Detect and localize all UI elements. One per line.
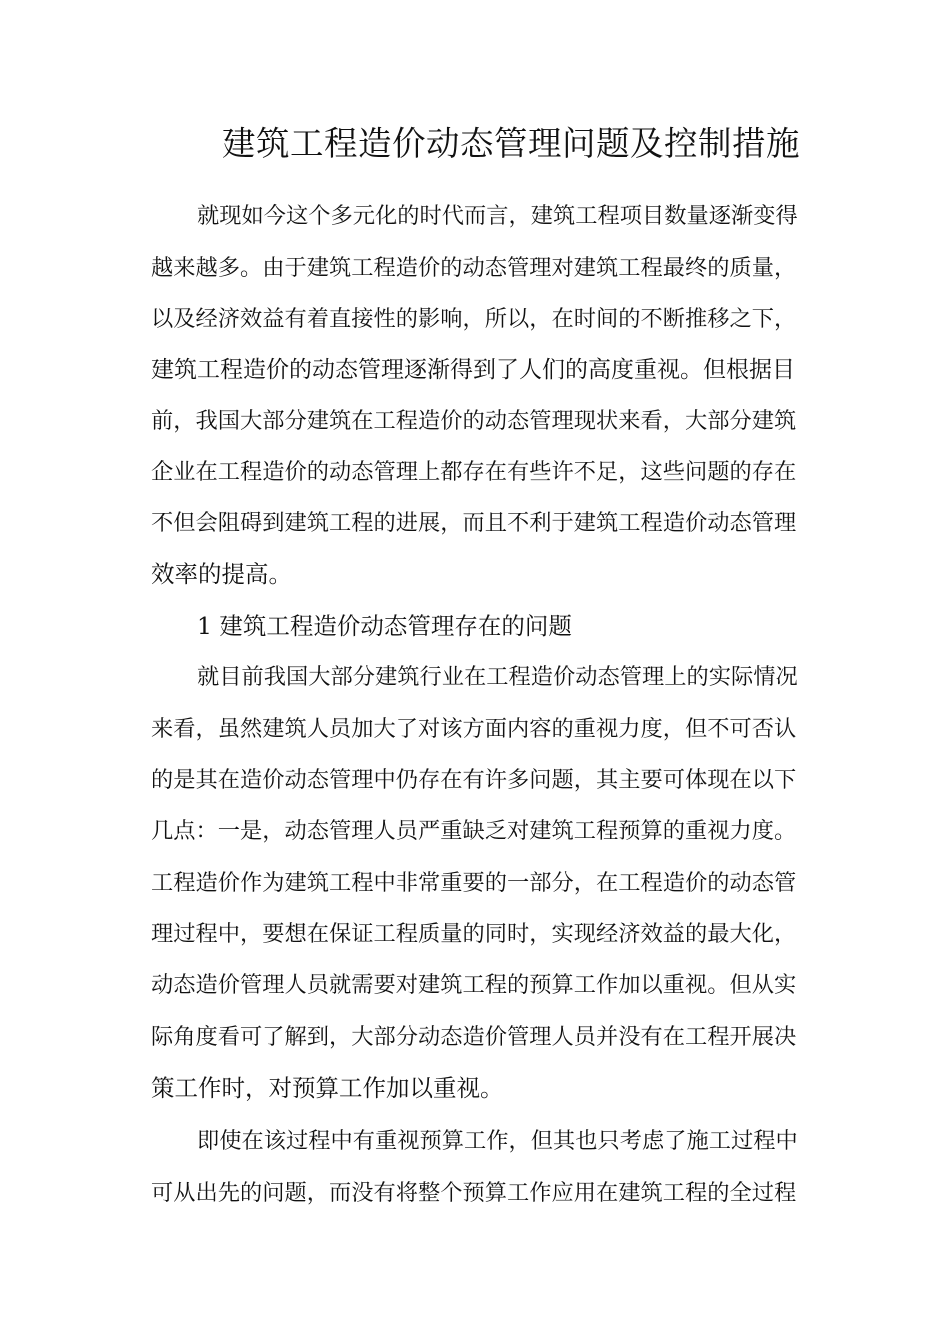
body-line: 几点：一是，动态管理人员严重缺乏对建筑工程预算的重视力度。 [151,818,797,844]
body-line: 际角度看可了解到，大部分动态造价管理人员并没有在工程开展决 [151,1024,797,1050]
body-line: 不但会阻碍到建筑工程的进展，而且不利于建筑工程造价动态管理 [151,510,797,536]
body-line: 以及经济效益有着直接性的影响，所以，在时间的不断推移之下， [151,306,797,332]
body-line: 效率的提高。 [151,560,292,588]
body-line: 就现如今这个多元化的时代而言，建筑工程项目数量逐渐变得 [197,203,798,229]
body-line: 来看，虽然建筑人员加大了对该方面内容的重视力度，但不可否认 [151,716,797,742]
body-line: 动态造价管理人员就需要对建筑工程的预算工作加以重视。但从实 [151,972,797,998]
body-line: 工程造价作为建筑工程中非常重要的一部分，在工程造价的动态管 [151,870,797,896]
body-line: 就目前我国大部分建筑行业在工程造价动态管理上的实际情况 [197,664,798,690]
body-line: 可从出先的问题，而没有将整个预算工作应用在建筑工程的全过程 [151,1180,797,1206]
body-line: 理过程中，要想在保证工程质量的同时，实现经济效益的最大化， [151,921,797,947]
body-line: 即使在该过程中有重视预算工作，但其也只考虑了施工过程中 [197,1128,798,1154]
section-heading: 1 建筑工程造价动态管理存在的问题 [197,612,572,640]
body-line: 前，我国大部分建筑在工程造价的动态管理现状来看，大部分建筑 [151,408,797,434]
body-line: 越来越多。由于建筑工程造价的动态管理对建筑工程最终的质量， [151,255,797,281]
body-line: 的是其在造价动态管理中仍存在有许多问题，其主要可体现在以下 [151,767,797,793]
body-line: 企业在工程造价的动态管理上都存在有些许不足，这些问题的存在 [151,459,797,485]
body-line: 策工作时，对预算工作加以重视。 [151,1074,504,1102]
body-line: 建筑工程造价的动态管理逐渐得到了人们的高度重视。但根据目 [151,357,795,383]
document-title: 建筑工程造价动态管理问题及控制措施 [222,124,800,163]
